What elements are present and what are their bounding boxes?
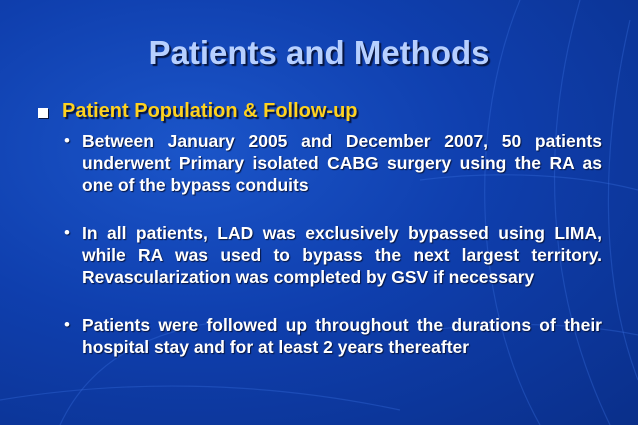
square-bullet-icon xyxy=(38,108,48,118)
list-item-text: Patients were followed up throughout the durations of their hospital stay and for at least 2 years thereafter xyxy=(82,315,602,357)
bullet-list xyxy=(64,130,602,384)
bullet-dot-icon: • xyxy=(64,223,70,242)
bullet-dot-icon: • xyxy=(64,131,70,150)
list-item xyxy=(64,314,602,358)
bullet-dot-icon: • xyxy=(64,315,70,334)
slide-title: Patients and Methods xyxy=(148,34,490,71)
list-item-text: Between January 2005 and December 2007, 50 patients underwent Primary isolated CABG surgery using the RA as one of the bypass conduits xyxy=(82,131,602,195)
list-item-text: In all patients, LAD was exclusively bypassed using LIMA, while RA was used to bypass the next largest territory. Revascularization was completed by GSV if necessary xyxy=(82,223,602,287)
list-item xyxy=(64,222,602,288)
list-item xyxy=(64,130,602,196)
section-label: Patient Population & Follow-up xyxy=(62,100,358,122)
section-heading xyxy=(38,100,618,123)
